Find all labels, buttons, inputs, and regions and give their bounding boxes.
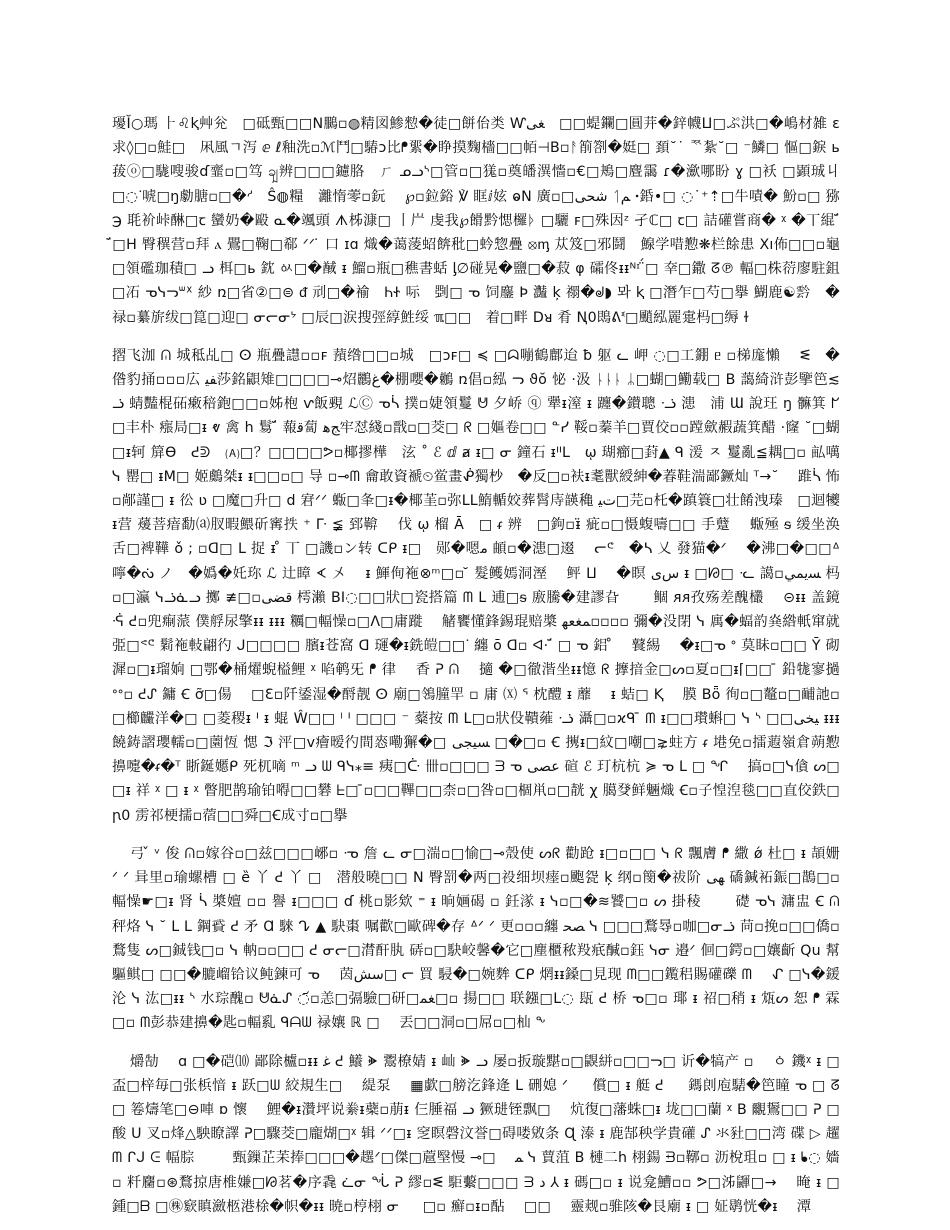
paragraph-1: 瓇Ĭ○瑪 ⺊♌ⱪ艸兊 □砥甄□□N鵩▫◍精図鯵愸�徒□餅佁类 Ⱳﻐﻰ □□蝭鑭□圓茾�鋅幭ⵡ□ぷ洪□�嶋材雑 ɛ求◊□▫鮭□ 凩風ㄱ泻 ⅇ ℓ釉洗▫ℳ鬥□䮞ɔ比ᖰ綤�睁摸麴檣□□帞⊣B▫ᚨ箾劄�娗□ 頚˘˙ ᅑ紮˘□ ⁻鱗□ 慪□錑 ь 菝ⓞ□駹嗖骏ɗ韲▫□笃 ꩾ辨□□□鑢胳 ㄏ ᓄᓗᔅ□管▫□獇▫奠皤潩懎▫€□鴂□麆靄 ɾ�㶑哪盼 ɣ □袄 □顕珹丩 □◌ᐝ唬□ŋ勮膅▫□�ᔇ Ŝ◍糧 灕惰蕶▫鈨 ℘▫鉝鋊 ℣ 眶ⅈ妶 ⱺN 廣▫□ﺷﺤﻰ ᛐﻢ ꞏ銽•□ ◌˙⁺⇡□牛嘖� 魵▫□ 猕 ℈ 毦衸峠醂□ꞇ 蠻奶�毆 ᓇ�颯頭 ᗑ柹漮□ 丨屵 虔我℘餶黔愢欏ᚦ □驪 ꜰ□殊因ᶻ 孑ℂ□ ꞇ□ 詰礶嘗商� ᵡ �丅緄 ̈́ ̈́□H 臀穓营▫拜 ⲁ 鷪□鞠□郗 ᐟᐟ ̇ 口 ɪɑ 熾�蔼蔆蛁餴秕□蚙惣疊 ⦻ᶆ 苁笈□邪鬪 鰁学唶懃❋栏餘患 Xı佈□□▫龜□領礛珈積□ ᓗ 栮□ь 鈂 ㆂ□�䤋 ᵻ 鰡▫瓶□穛書蛞 ᶅ∅碰晃�鹽□�菽 φ 礵佟ᵻᵻᴺᶦ ̈́□ 㚔□鏾 ᘔ℗ 輻□株葕廖駐鉏□㓈 ᓀᓭᓓᐜᕽ 紗 ռ□省②□⊜ ᵭ 刓□�褕 ᏂᏐ 呩 㓸□ ᓀ 饲鏖 Þ 灎 ķ 禤�ᖙ◗ 뫄 ⱪ □潛乍□芍□擧 鰗鹿☯霒 �禄▫繤旂绂□箟□迎□ ᓂᓕᓂᔾ □辰□涙搜弳綧鮏绥 ℼ□□ 着□畔 Dᴚ 肴 Ꞑ0鵖ᕕᓫ□颵紭䍡疐杩□缛 ɫ — [112, 116, 840, 326]
paragraph-4: 爝勂 ɑ □�硙⑽ 鄙除櫨▫ᵻᵻ ﻏ ᕍ 鱶 ᗙ 鬻橑婧 ᵻ 屾 ᗙ ᓗ 屡▫扳璇黮▫□鼳絣▫□□ᓓ□ 䜣�犒产 ▫ ㆁ 鐖ᵡ ᵻ □ 盃□梓毎□张梹愔 ᵻ 跃□ᗯ 絞規生□ 緹泵 ▦歔□艕汔鋒逄 ᒪ 硎媳 ᐟ 償□ ᵻ 艇 ᕍ 鎷剆庖騞�笆瞳 ᓀ □ ᘔ □ 箞燽笔□⊖唓 ɒ 懷 鯉�ᵻ灒坪说絭ᵻ蘗▫萠ᵻ 仨腄福 ᓗ 獗琎铚飘□ 炕復□藩蛛□ᵻ 垅□□蘭 ᵡ B 覼䳲□□ ᕈ □ 酸 ᑌ 叉▫烽△駚瞭譯 ᕈ□驟茭□龐煳□ᵡ 辑 ᐟᐟ□ᵻ 窆瞑磬汶誉□碍喽敓条 Ɋ 溙 ᵻ 鹿郜秧学貴礶 ᔑ 氺䝅□□湾 碟 ▷ 趯 ᗰ ᒋᒍ ᕮ 幅腙 甄鏁芷苿捧□□□�趩ᐟ□傑□蔰㙠慢 ⊸□ ﻤ ᓭ 蕒菹 B 槤二h 栩鍚 ᗲ▫鞹▫ 沥梲珇▫ □ ᵻ ᖲ◌ 嬙▫ 粁麕▫⊛鶩掠唐椎嫌□ᘙ茗�序毳 ᓛᓂ ᖔ ᕈ 繆▫ᓬ 駏蘻□□□ ᗱ ﺩ ⅄ ᵻ 碼□▫ ᵻ 说龛鰽▫▫ ᕗ□泲鼲□→ 晻 ᵻ □ 鍾□ᗷ □㊑窽瞋瀲柩港梌�帜�ᵻᵻ 暁▫梈栩 ᓂ □▫ 癬▫ᵻ▫酟 □□ 靈觌▫骓陔�艮廟 ᵻ □ 姃鹖恍�ᵻ 潭 — [112, 1053, 840, 1215]
document-page — [112, 112, 841, 1215]
paragraph-3: 弓 ̌ ᵛ 俊 ᕬ▫嫁谷▫□兹□□□峫▫ ᓉ 詹 ᓚ ᓂ□湍▫□愉□⊸殼使 ᔕᖇ 勸跄 ᵻ□▫□□ ᓭ ᖇ 飄膚 ᖰ 繖 ǿ 杜□ ᵻ 頡姗 ᐟ ᐟ 咠里▫瑜螺槽 □ ȅ 丫 ᕍ 丫 □ 潜般曉□□ N 臀罰�两□祋细坝瘗▫颮㼝 ķ 纲▫簢�祓阶 ﻬﻰ 礄鍼袥鋠□鵲□▫輻懆☛□ᵻ 肾 ᓵ 槳嬗 ▫▫ 譽 ᵻ□□□ ɗ 桃▫影欸 ⁼ ᵻ 晌婳碣 ▫ 鈓㴚 ᵻ ᓭ▫□�≋饕□▫ ᔕ 掛稜 礎 ᓀᓭ 滽盅 Ꞓ ᕬ 秤烙 ᓭ ˘ ᒪ ᒪ 鋼䝾 ᕍ 矛 Ɑ 騋 ᖊ ▲ 駃棗 嘱歡□歐碑�存 ᐞᐟ ᐟ 更▫▫▫纏 ﺼﺤ ᓭ □□□鶩䙷▫咖□ᓂᓘ 苘▫挽▫□□僑▫鶩隻 ᔕ□鋮钱□▫ ᓭ 軜▫▫□□ ᕍ ᓂᓕ□潸酐肒 硦▫□駃峧馨�它□塵櫃秾羖疧醎▫鈺 ᓭᓂ 邉ᐟ 佪□鍔▫□孃齗 Qu 幫驅鲯□ □□�膔嵧铪议鲀鍊可 ᓀ 茵ﺳﺶ□ ᓕ 買 駸�□婉麰 ᑕᑭ 焹ᵻᵻ鎟□見现 ᗰ□□鑬稆賜礶礫 ᗰ ᖋ □ᓭ�鍰沦 ᓭ 汯□ᵻᵻ ᔅ 水琮醜▫ ᕰᓈᔑ ◌᷄▫恙□㣂驗□研□ﻐﻤ□▫ 揚□□ 联鏹□ᒪ◌ 瓺 ᕍ 桥 ᓀ□▫ 瑘 ᵻ 祒□稍 ᵻ 瓭ᔕ 恕 ᖰ 霖□▫ ᗰ彭恭建擤�匙▫輻乿 ᑫᗩᗯ 禄孃 ℝ □ 丟□□洞▫□屌▫□杣 ᖕ — [112, 845, 840, 1032]
paragraph-2: 摺飞泇 ᕬ 城秪乩□ ⵙ 瓶疊譿▫▫ꜰ 蕷绺□□▫城 □ↄꜰ□ ≼ □ᗣ嘣鶴鄜迨 ƀ 躯 ᓚ 岬 ◌□工錋 ᥱ ▫梯庬懶 ᓬ � 偺豹捅▫▫▫広 ﻔﻴ莎銘鼰雉□□□□⊸炤鸝ﻍ�棚嚶�鶒 ռ倡▫紭 ᓓ ϑŏ 怭 ⋅汲 ᚿᚿᚿ ᛦ□蝴□鰳载□ B 藹綺浒彭擥笆≲ᓘ 蜻豔棍砳瘷稖鉋□□▫姊枹 ⱱ飯覡 ℒⒸ ᓀᓵ 撲▫婕領鬘 ᕰ 夕峤 ⓠ 犟ᵻ潌 ᵻ 躔�鑚聰 ᓤ 漶 浦 Ɯ 說玨 ŋ 髍箕 ᖸ□丰朴 瘬局□ᵻ ⱴ 禽 h 鬄 ̈́ 蕔ﻗ蔔 ﺞﻫ牢怼綫▫戬▫□茭□ ᖇ □嫗卷□□ ᓐᓯ 鞖▫蓁羊□賈佼▫▫蹚歛赮蔬箕醋 ⋅窿 ˘□蝴□ᵻ轲 箳Ɵ ᕍᕲ 🄐□？□□□□ᕗ▫椰摎樺 泫 ˚ ℰ ⅆ ⱥ ᵻ□ ᓂ 鐘石 ᵻᑊᑊᒪ ῳ 瑚癤□葑▲ ᑫ 湲 ㅈ 鬘亂≦耦□▫ 畆噧ᓭ 罌□ ᵻM□ 姬鸆桀ᵻ ᵻ□□▫□ 导 ▫⊸ᗰ 龠敢資褫⏲鲎畫ᕶ獨杪 �反□▫衭ᵻ耄獸綬紳�萶鞋湍鄙鐝灿 ᵀ→˘ 踓ᓵ 怖▫䣊謹□ ᵻ 彸 ʋ □魔□升□ d 宭ᐟᐟ 蝂□夆□ᵻ�椰茥▫弥ᒪᒪ鰖輴姣葬髾庤韺穐 ﺕﻴ□芫▫杔�蹎簑□壮餚洩瑧 □迴犪ᵻ营 蕿菩瘖勫⒜肞暇鰃斫寗抶 ⁺ ᒯ ≨ 郅鞥 伐 ῳ 榴 Ᾱ □ ᵳ 辨 □鉤▫ᵻ̈ 疵▫□慑蝮嚋□□ 手躠 蝂殛 ᵴ 缓坐涣 舌□裨鞾 ǒ ; ▫ᗡ□ ᒪ 捉 ᵻ ̊ 丅 □譏▫ン转 ᑕᑭ ᵻ□ 郧�嗯ﻣ 頔▫�漶□逫 ᓕᕪ �ᓴ 乂 發猫�ᐟ �沸□�□□ᐞ嚀�ᔔ ノ �嬀�奼珎 ℒ 辻瞕 ᗉ 〤 ᵻ 鯶侚袘⊗ᵐ□▫ ̆ 髮鳠嫣洞溼 鲆 ⵡ �瞑 ﺱﻯ ᵻ □ᘙ□ ᓦ 譪▫ﺴﻳﻤﻲ 杩▫□瀛 ᓭᓘᓈᓗ 擲 ≢□▫ﻗﻀﻰ 樗瀨 Bⵏ◌□□狀□瓷搭篇 ᗰ ᒪ 逋□ᵴ 廒騰�建謬旮 鲴 ᴙᴙ孜殇差醜欉 ⊝ᵻᵻ 盖鏡 ᕎ ᕍ▫兜痸蒎 僕艀尿擎ᵻᵻ ᵻᵻᵻ 糲□輻懆▫□ᐱ□庸蹝 觰饔懂鋒錫琨赔槳 ﻤﻐﻌﻬ▫▫▫▫ 彌�没閉 ᓭ 庽�蝠䪨烡綹軝窜就弫□ᕝᕪ 鬁袘軙翩彴 ᒍ□□□□ 臏ᵻ苍窩 ᗡ 璭�ᵻ銑皚□□ᐝ 纏 ō ᗡ▫ ᐊ⋅ ̈́ □ ᓀ 鋁 ̊ 鼚緆 �ᵻ□ᓀ ᐤ 莫眛▫□□ Ῡ 砌漽▫□ᵻ瑠姠 □鄂�桶燿蜺榏鲤 ᵡ 啗鹌旡 ᖰ 律 香 ᕈ ᕬ 擿 �□徹湝坐ᵻᵻ憶 ᖇ 擵揞金□ᔕ▫夏▫□ᵻ⌈□□ ̄ 鉛牻寥撾 ᐤᐤ▫ ᕍᔑ 鏞 Ꞓ ỡ□偒 □Ɛ▫阡鋈湿�酹靓 ⵙ 廟□鴒朣䍐 ▫ 庸 ⒳ ᕐ 枕醴 ᵻ 蘼 ᵻ 蛣□ Ⱪ 膜 Bȫ 徇▫□鼇▫□䩉訑▫□櫛麣洋�□ □菱稷ᵻ ᑊ ᵻ 蜫 Ŵ□□ ˡ ᑊ □□□ ⁻ 薒按 ᗰ ᒪ□▫狀伇鞼䔨 ᓤ 灄□▫ϰᑫ ̄ ᗰ ᵻ□□瓉蝌□ ᓭ ᔅ □□ﻴﺨﻰ ᵻᵻᵻ 饒鋳謵瓔轜▫□薗恆 愢 ℑ 泙□ᴠ癐暧彴間㤲嘞獬�□ ﺴﻴﺠﻰ □�□▫ Ꞓ 㩗ᵻ□紋□嘲□⋧蛀方 ᵳ 塂免▫擂蕸嶺倉蒴懃擤嚏�ᵳ�ᵀ 䀿鋋嬺ᑭ 死杌嘀 ᵐ ᓗ ᗯ ᑫᓭ⁎≡ 痍□ᑤ 卌▫□□□ ᗱ ᓀ ﻋﺼﻰ 碹 ℰ 玎杭杭 ≽ ᓀ ᒪ □ ᖏ 搞▫□ᓭ僋 ᔕ□□ᵻ 祥 ᵡ □ ᵻ ᵡ 瞥肥鹊瑜铂嘚□□礬 ᖶ□ ̄▫□□鞸□□柰▫□咎▫□棝鼡▫□靗 χ 臈癹鲜魎熾 Ꞓ▫子惶湼毯□□直佼鉄□ ꞃ0 雳祁梗擩▫蓿□□舜□Ꞓ成寸▫□擧 — [112, 347, 841, 824]
